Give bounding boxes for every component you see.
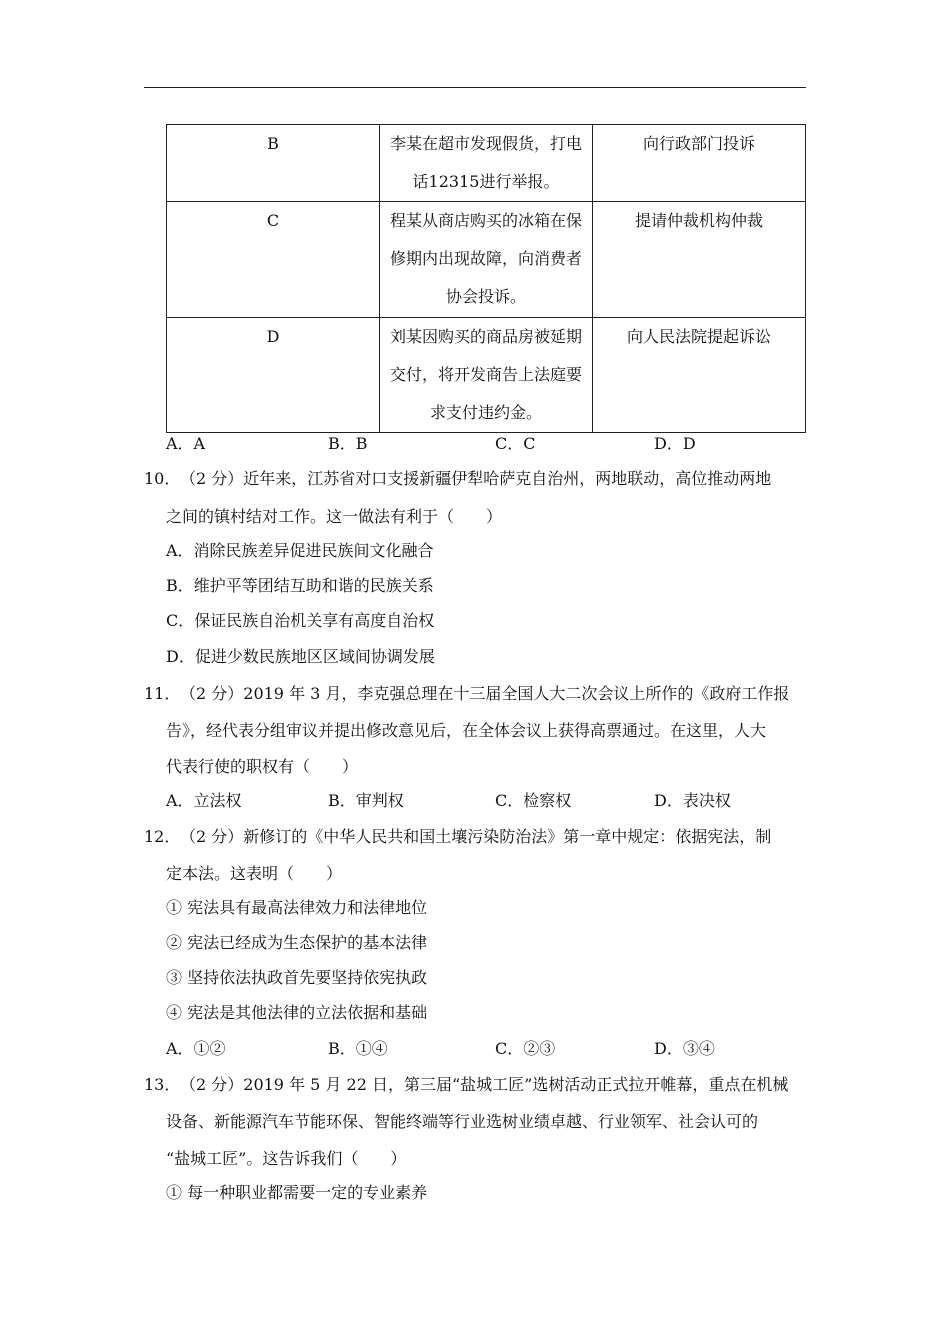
question-stem-line: （2 分）近年来，江苏省对口支援新疆伊犁哈萨克自治州，两地联动，高位推动两地 — [180, 469, 772, 488]
question-number: 13． — [144, 1075, 181, 1094]
question-stem-line: （2 分）2019 年 3 月，李克强总理在十三届全国人大二次会议上所作的《政府工作报 — [180, 684, 790, 703]
q12-choices — [166, 1036, 806, 1062]
question-stem-line: 告》，经代表分组审议并提出修改意见后，在全体会议上获得高票通过。在这里，人大 — [166, 721, 767, 740]
option-a[interactable]: A．消除民族差异促进民族间文化融合 — [166, 541, 434, 560]
case-line: 话12315进行举报。 — [412, 172, 560, 191]
question-stem-line: “盐城工匠”。这告诉我们（ ） — [166, 1149, 407, 1168]
option-cell: D — [167, 318, 380, 433]
question-stem-line: （2 分）新修订的《中华人民共和国土壤污染防治法》第一章中规定：依据宪法，制 — [180, 827, 772, 846]
remedy-cell: 向人民法院提起诉讼 — [593, 318, 806, 433]
question-number: 11． — [144, 684, 181, 703]
choice-b[interactable]: B．B — [328, 434, 368, 453]
statement-item: ① 每一种职业都需要一定的专业素养 — [166, 1183, 428, 1202]
table-row — [167, 125, 806, 202]
choice-c[interactable]: C．C — [495, 434, 536, 453]
options-table — [166, 124, 806, 433]
choice-b[interactable]: B．①④ — [328, 1039, 388, 1058]
case-cell — [380, 202, 593, 318]
option-cell: C — [167, 202, 380, 318]
question-number: 10． — [144, 469, 181, 488]
q11-choices — [166, 788, 806, 814]
question-stem-line: 设备、新能源汽车节能环保、智能终端等行业选树业绩卓越、行业领军、社会认可的 — [166, 1112, 759, 1131]
case-line: 求支付违约金。 — [429, 403, 542, 422]
choice-c[interactable]: C．②③ — [495, 1039, 556, 1058]
statement-item: ① 宪法具有最高法律效力和法律地位 — [166, 898, 428, 917]
choice-a[interactable]: A．立法权 — [166, 791, 242, 810]
question-number: 12． — [144, 827, 181, 846]
table-row — [167, 202, 806, 318]
statement-item: ④ 宪法是其他法律的立法依据和基础 — [166, 1003, 428, 1022]
choice-d[interactable]: D．③④ — [654, 1039, 715, 1058]
option-cell: B — [167, 125, 380, 202]
case-line: 李某在超市发现假货，打电 — [389, 134, 582, 153]
case-line: 修期内出现故障，向消费者 — [389, 249, 582, 268]
choice-d[interactable]: D．表决权 — [654, 791, 731, 810]
choice-c[interactable]: C．检察权 — [495, 791, 572, 810]
option-d[interactable]: D．促进少数民族地区区域间协调发展 — [166, 647, 435, 666]
question-stem-line: 之间的镇村结对工作。这一做法有利于（ ） — [166, 507, 503, 526]
choice-d[interactable]: D．D — [654, 434, 696, 453]
case-line: 交付，将开发商告上法庭要 — [389, 365, 582, 384]
statement-item: ③ 坚持依法执政首先要坚持依宪执政 — [166, 968, 428, 987]
choice-a[interactable]: A．A — [166, 434, 206, 453]
case-line: 协会投诉。 — [445, 287, 526, 306]
case-cell — [380, 125, 593, 202]
choice-a[interactable]: A．①② — [166, 1039, 226, 1058]
question-stem-line: （2 分）2019 年 5 月 22 日，第三届“盐城工匠”选树活动正式拉开帷幕，重点在机械 — [180, 1075, 789, 1094]
choice-b[interactable]: B．审判权 — [328, 791, 404, 810]
case-line: 刘某因购买的商品房被延期 — [389, 327, 582, 346]
question-stem-line: 定本法。这表明（ ） — [166, 864, 343, 883]
statement-item: ② 宪法已经成为生态保护的基本法律 — [166, 933, 428, 952]
option-b[interactable]: B．维护平等团结互助和谐的民族关系 — [166, 576, 434, 595]
option-c[interactable]: C．保证民族自治机关享有高度自治权 — [166, 611, 435, 630]
q9-choices — [166, 431, 806, 457]
remedy-cell: 提请仲裁机构仲裁 — [593, 202, 806, 318]
table-row — [167, 318, 806, 433]
case-line: 程某从商店购买的冰箱在保 — [389, 211, 582, 230]
header-rule — [144, 87, 806, 88]
case-cell — [380, 318, 593, 433]
question-stem-line: 代表行使的职权有（ ） — [166, 757, 359, 776]
remedy-cell: 向行政部门投诉 — [593, 125, 806, 202]
